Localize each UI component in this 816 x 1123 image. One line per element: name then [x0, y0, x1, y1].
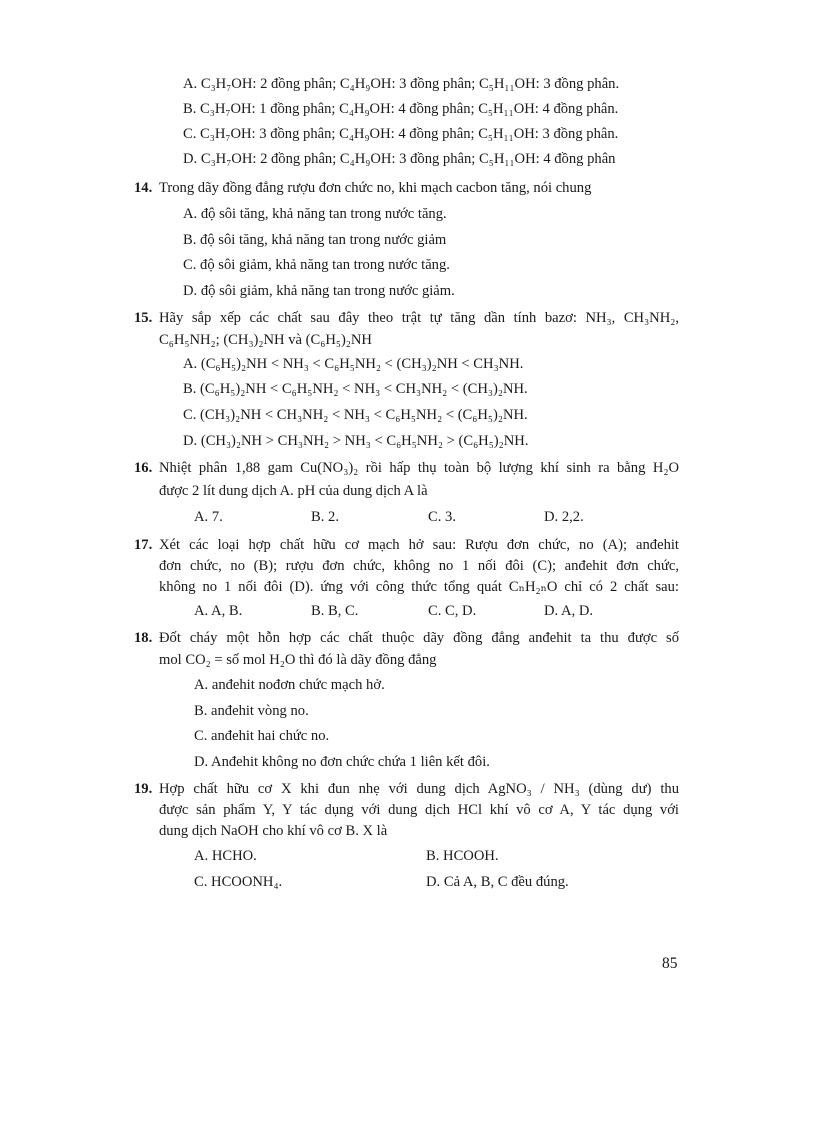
q16-option-a: A. 7.: [194, 509, 223, 525]
q16-option-c: C. 3.: [428, 509, 456, 525]
q15-option-d: D. (CH₃)₂NH > CH₃NH₂ > NH₃ < C₆H₅NH₂ > (C₆H₅)₂NH.: [183, 433, 529, 449]
q15-line-1: Hãy sắp xếp các chất sau đây theo trật tự tăng dần tính bazơ: NH₃, CH₃NH₂,: [159, 310, 679, 326]
q16-option-d: D. 2,2.: [544, 509, 584, 525]
q15-option-b: B. (C₆H₅)₂NH < C₆H₅NH₂ < NH₃ < CH₃NH₂ < (CH₃)₂NH.: [183, 381, 528, 397]
q18-option-a: A. anđehit nođơn chức mạch hở.: [194, 677, 385, 693]
q13-option-c: C. C₃H₇OH: 3 đồng phân; C₄H₉OH: 4 đồng phân; C₅H₁₁OH: 3 đồng phân.: [183, 126, 619, 142]
q15-line-2: C₆H₅NH₂; (CH₃)₂NH và (C₆H₅)₂NH: [159, 332, 372, 348]
q14-option-a: A. độ sôi tăng, khả năng tan trong nước tăng.: [183, 206, 447, 222]
q14-option-c: C. độ sôi giảm, khả năng tan trong nước tăng.: [183, 257, 450, 273]
q18-line-1: Đốt cháy một hỗn hợp các chất thuộc dãy đồng đẳng anđehit ta thu được số: [159, 630, 679, 646]
q19-line-2: được sản phẩm Y, Y tác dụng với dung dịch HCl khí vô cơ A, Y tác dụng với: [159, 802, 679, 818]
q18-line-2: mol CO₂ = số mol H₂O thì đó là dãy đồng đẳng: [159, 652, 437, 668]
q19-line-1: Hợp chất hữu cơ X khi đun nhẹ với dung dịch AgNO₃ / NH₃ (dùng dư) thu: [159, 781, 679, 797]
q18-option-d: D. Anđehit không no đơn chức chứa 1 liên kết đôi.: [194, 754, 490, 770]
q17-line-3: không no 1 nối đôi (D). ứng với công thức tổng quát CₙH₂ₙO chỉ có 2 chất sau:: [159, 579, 679, 595]
q14-number: 14.: [134, 180, 153, 196]
q18-option-b: B. anđehit vòng no.: [194, 703, 309, 719]
q17-number: 17.: [134, 537, 153, 553]
q19-option-b: B. HCOOH.: [426, 848, 499, 864]
q19-line-3: dung dịch NaOH cho khí vô cơ B. X là: [159, 823, 388, 839]
q15-option-a: A. (C₆H₅)₂NH < NH₃ < C₆H₅NH₂ < (CH₃)₂NH < CH₃NH.: [183, 356, 524, 372]
q16-number: 16.: [134, 460, 153, 476]
page-number: 85: [662, 955, 678, 972]
q16-line-2: được 2 lít dung dịch A. pH của dung dịch A là: [159, 483, 428, 499]
q17-option-a: A. A, B.: [194, 603, 243, 619]
q17-option-d: D. A, D.: [544, 603, 594, 619]
q18-number: 18.: [134, 630, 153, 646]
q16-option-b: B. 2.: [311, 509, 339, 525]
q13-option-b: B. C₃H₇OH: 1 đồng phân; C₄H₉OH: 4 đồng phân; C₅H₁₁OH: 4 đồng phân.: [183, 101, 619, 117]
q18-option-c: C. anđehit hai chức no.: [194, 728, 330, 744]
q19-option-c: C. HCOONH₄.: [194, 874, 283, 890]
q13-option-d: D. C₃H₇OH: 2 đồng phân; C₄H₉OH: 3 đồng phân; C₅H₁₁OH: 4 đồng phân: [183, 151, 616, 167]
q14-option-d: D. độ sôi giảm, khả năng tan trong nước giảm.: [183, 283, 455, 299]
q19-option-d: D. Cả A, B, C đều đúng.: [426, 874, 569, 890]
q13-option-a: A. C₃H₇OH: 2 đồng phân; C₄H₉OH: 3 đồng phân; C₅H₁₁OH: 3 đồng phân.: [183, 76, 620, 92]
q17-line-1: Xét các loại hợp chất hữu cơ mạch hở sau: Rượu đơn chức, no (A); anđehit: [159, 537, 679, 553]
q19-option-a: A. HCHO.: [194, 848, 257, 864]
q17-line-2: đơn chức, no (B); rượu đơn chức, không no 1 nối đôi (C); anđehit đơn chức,: [159, 558, 679, 574]
q14-option-b: B. độ sôi tăng, khả năng tan trong nước giảm: [183, 232, 447, 248]
q16-line-1: Nhiệt phân 1,88 gam Cu(NO₃)₂ rồi hấp thụ toàn bộ lượng khí sinh ra bằng H₂O: [159, 460, 679, 476]
q15-option-c: C. (CH₃)₂NH < CH₃NH₂ < NH₃ < C₆H₅NH₂ < (C₆H₅)₂NH.: [183, 407, 528, 423]
q15-number: 15.: [134, 310, 153, 326]
q17-option-c: C. C, D.: [428, 603, 477, 619]
q19-number: 19.: [134, 781, 153, 797]
q17-option-b: B. B, C.: [311, 603, 359, 619]
q14-text: Trong dãy đồng đẳng rượu đơn chức no, khi mạch cacbon tăng, nói chung: [159, 180, 592, 196]
